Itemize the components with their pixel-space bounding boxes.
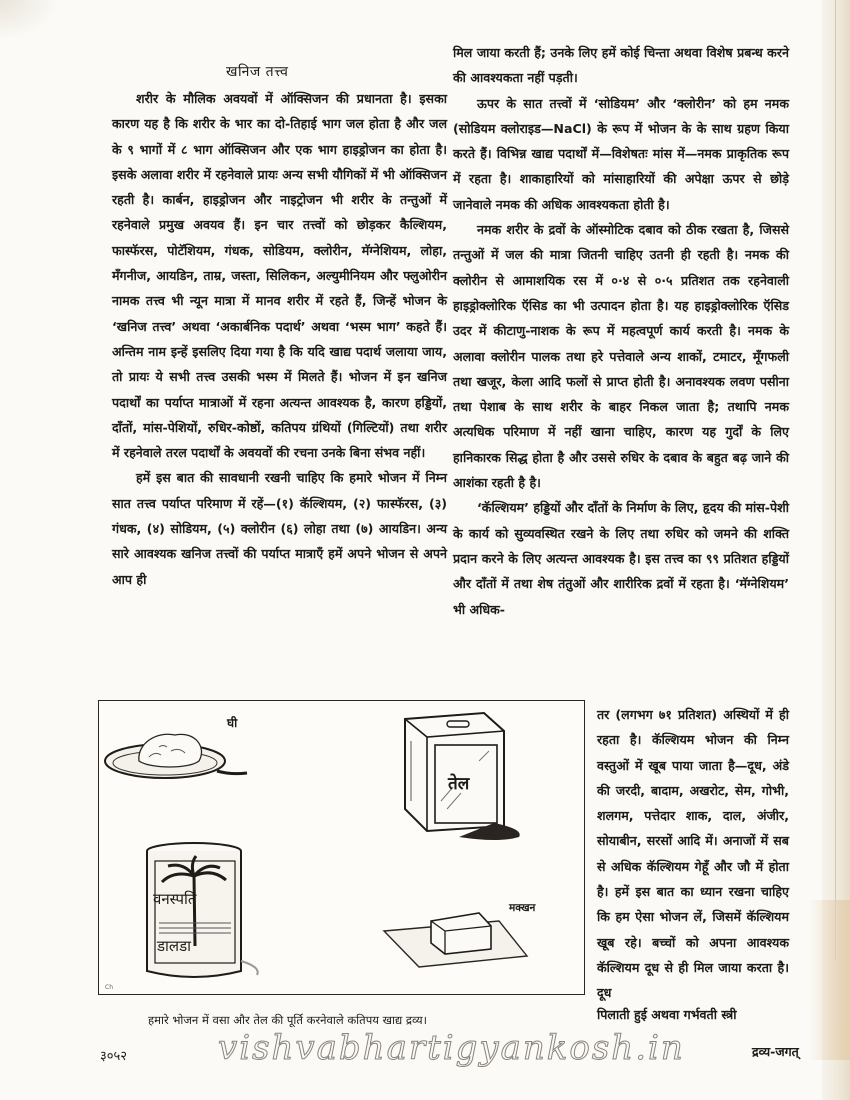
artist-signature: Ch <box>105 984 113 991</box>
label-oil: तेल <box>448 774 470 794</box>
right-column-narrow <box>597 702 789 1006</box>
label-vanaspati: वनस्पति <box>153 890 197 908</box>
paragraph: शरीर के मौलिक अवयवों में ऑक्सिजन की प्रधानता है। इसका कारण यह है कि शरीर के भार का दो-तिहाई भाग जल होता है और जल के ९ भागों में ८ भाग ऑक्सिजन और एक भाग हाइड्रोजन का होता है। इसके अलावा शरीर में रहनेवाले प्रायः अन्य सभी यौगिकों में भी ऑक्सिजन रहती है। कार्बन, हाइड्रोजन और नाइट्रोजन भी शरीर के तन्तुओं में रहनेवाले प्रमुख अवयव हैं। इन चार तत्त्वों को छोड़कर कैल्शियम, फास्फॅरस, पोटॅशियम, गंधक, सोडियम, क्लोरीन, मॅग्नेशियम, लोहा, मॅंगनीज, आयडिन, ताम्र, जस्ता, सिलिकन, अल्युमीनियम और फ्लुओरीन नामक तत्त्व भी न्यून मात्रा में मानव शरीर में रहते हैं, जिन्हें भोजन के ‘खनिज तत्त्व’ अथवा ‘अकार्बनिक पदार्थ’ अथवा ‘भस्म भाग’ कहते हैं। अन्तिम नाम इन्हें इसलिए दिया गया है कि यदि खाद्य पदार्थ जलाया जाय, तो प्रायः ये सभी तत्त्व उसकी भस्म में मिलते हैं। भोजन में इन खनिज पदार्थों का पर्याप्त मात्राओं में रहना अत्यन्त आवश्यक है, कारण हड्डियों, दाँतों, मांस-पेशियों, रुधिर-कोष्ठों, कतिपय ग्रंथियों (गिल्टियों) तथा शरीर में रहनेवाले तरल पदार्थों के अवयवों की रचना उनके बिना संभव नहीं। <box>112 91 447 461</box>
page-crease <box>835 0 836 960</box>
paragraph: हमें इस बात की सावधानी रखनी चाहिए कि हमारे भोजन में निम्न सात तत्त्व पर्याप्त परिमाण में रहें—(१) कॅल्शियम, (२) फास्फॅरस, (३) गंधक, (४) सोडियम, (५) क्लोरीन (६) लोहा तथा (७) आयडिन। अन्य सारे आवश्यक खनिज तत्त्वों की पर्याप्त मात्राएँ हमें अपने भोजन से अपने आप ही <box>112 470 447 587</box>
scan-corner-shading <box>810 900 850 1060</box>
section-title: खनिज तत्त्व <box>226 64 289 80</box>
paragraph: तर (लगभग ७१ प्रतिशत) अस्थियों में ही रहता है। कॅल्शियम भोजन की निम्न वस्तुओं में खूब पाया जाता है—दूध, अंडे की जरदी, बादाम, अखरोट, सेम, गोभी, शलगम, पत्तेदार शाक, दाल, अंजीर, सोयाबीन, सरसों आदि में। अनाजों में सब से अधिक कॅल्शियम गेहूँ और जौ में होता है। हमें इस बात का ध्यान रखना चाहिए कि हम ऐसा भोजन लें, जिसमें कॅल्शियम खूब रहे। बच्चों को अपना आवश्यक कॅल्शियम दूध से ही मिल जाया करता है। दूध <box>597 707 789 1001</box>
left-column <box>112 86 447 592</box>
figure-caption: हमारे भोजन में वसा और तेल की पूर्ति करनेवाले कतिपय खाद्य द्रव्य। <box>148 1013 427 1027</box>
paragraph: ऊपर के सात तत्त्वों में ‘सोडियम’ और ‘क्लोरीन’ को हम नमक (सोडियम क्लोराइड—NaCl) के रूप में भोजन के के साथ ग्रहण किया करते हैं। विभिन्न खाद्य पदार्थों में—विशेषतः मांस में—नमक प्राकृतिक रूप में रहता है। शाकाहारियों को मांसाहारियों की अपेक्षा ऊपर से छोड़े जानेवाले नमक की अधिक आवश्यकता होती है। <box>453 95 789 212</box>
label-ghee: घी <box>227 716 238 730</box>
label-dalda: डालडा <box>157 937 191 955</box>
paragraph: नमक शरीर के द्रवों के ऑस्मोटिक दबाव को ठीक रखता है, जिससे तन्तुओं में जल की मात्रा जितनी चाहिए उतनी ही रहती है। नमक की क्लोरीन से आमाशयिक रस में ०·४ से ०·५ प्रतिशत तक रहनेवाली हाइड्रोक्लोरिक ऍसिड का भी उत्पादन होता है। यह हाइड्रोक्लोरिक ऍसिड उदर में कीटाणु-नाशक के रूप में महत्वपूर्ण कार्य करती है। नमक के अलावा क्लोरीन पालक तथा हरे पत्तेवाले अन्य शाकों, टमाटर, मूँगफली तथा खजूर, केला आदि फलों से प्राप्त होती है। अनावश्यक लवण पसीना तथा पेशाब के साथ शरीर के बाहर निकल जाता है; तथापि नमक अत्यधिक परिमाण में नहीं खाना चाहिए, कारण यह गुर्दों के लिए हानिकारक सिद्ध होता है और उससे रुधिर के दबाव के बहुत बढ़ जाने की आशंका रहती है है। <box>453 222 789 491</box>
vanaspati-can-icon <box>147 843 258 977</box>
paragraph: ‘कॅल्शियम’ हड्डियों और दाँतों के निर्माण के लिए, हृदय की मांस-पेशी के कार्य को सुव्यवस्थित रखने के लिए तथा रुधिर को जमने की शक्ति प्रदान करने के लिए अत्यन्त आवश्यक है। इस तत्त्व का ९९ प्रतिशत हड्डियों और दाँतों में तथा शेष तंतुओं और शारीरिक द्रवों में रहता है। ‘मॅग्नेशियम’ भी अधिक- <box>453 500 789 617</box>
paragraph: मिल जाया करती हैं; उनके लिए हमें कोई चिन्ता अथवा विशेष प्रबन्ध करने की आवश्यकता नहीं पड़ती। <box>453 45 789 86</box>
running-footer: द्रव्य-जगत् <box>752 1044 799 1059</box>
scan-corner-shadow <box>0 0 60 40</box>
watermark: vishvabhartigyankosh.in <box>218 1028 685 1068</box>
figure-fats-and-oils <box>98 700 585 995</box>
right-column <box>453 40 789 622</box>
butter-icon <box>384 913 527 967</box>
ghee-plate-icon <box>105 734 247 778</box>
paragraph-continuation: पिलाती हुई अथवा गर्भवती स्त्री <box>597 1007 737 1022</box>
label-butter: मक्खन <box>509 902 536 914</box>
page-number: ३०५२ <box>100 1049 128 1064</box>
